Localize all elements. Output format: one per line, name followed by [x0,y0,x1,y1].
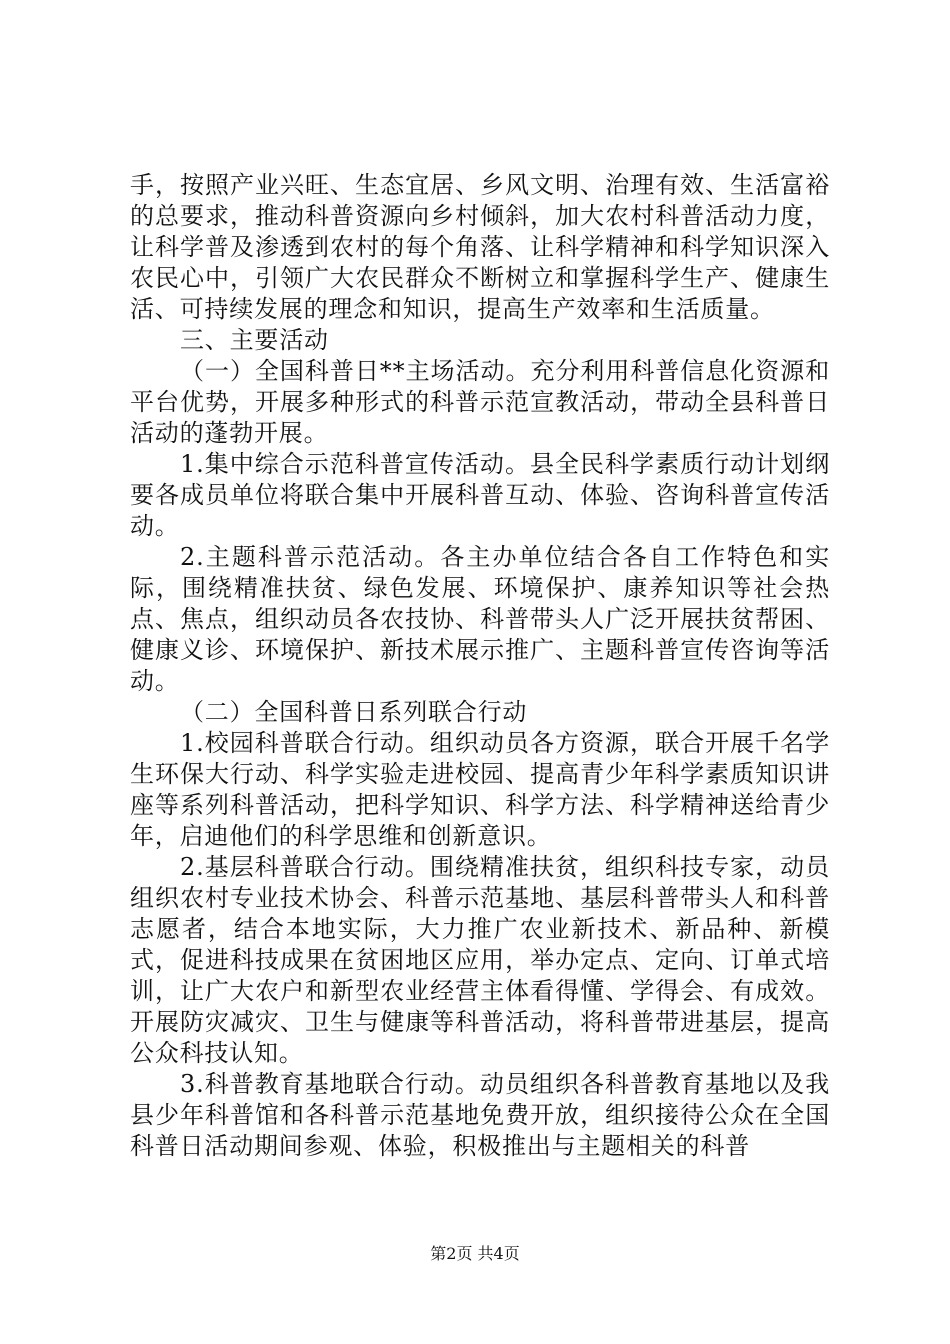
subsection-heading-2: （二）全国科普日系列联合行动 [180,698,528,726]
paragraph-item-2-2: 2.基层科普联合行动。围绕精准扶贫，组织科技专家，动员组织农村专业技术协会、科普示范基地、基层科普带头人和科普志愿者，结合本地实际，大力推广农业新技术、新品种、新模式，促进科技成果在贫困地区应用，举办定点、定向、订单式培训，让广大农户和新型农业经营主体看得懂、学得会、有成效。开展防灾减灾、卫生与健康等科普活动，将科普带进基层，提高公众科技认知。 [130,853,830,1067]
paragraph-item-1-2: 2.主题科普示范活动。各主办单位结合各自工作特色和实际，围绕精准扶贫、绿色发展、环境保护、康养知识等社会热点、焦点，组织动员各农技协、科普带头人广泛开展扶贫帮困、健康义诊、环境保护、新技术展示推广、主题科普宣传咨询等活动。 [130,543,830,695]
paragraph-item-2-1: 1.校园科普联合行动。组织动员各方资源，联合开展千名学生环保大行动、科学实验走进校园、提高青少年科学素质知识讲座等系列科普活动，把科学知识、科学方法、科学精神送给青少年，启迪他们的科学思维和创新意识。 [130,729,830,850]
paragraph-item-1-1: 1.集中综合示范科普宣传活动。县全民科学素质行动计划纲要各成员单位将联合集中开展科普互动、体验、咨询科普宣传活动。 [130,450,830,540]
paragraph-continuation: 手，按照产业兴旺、生态宜居、乡风文明、治理有效、生活富裕的总要求，推动科普资源向乡村倾斜，加大农村科普活动力度，让科学普及渗透到农村的每个角落、让科学精神和科学知识深入农民心中，引领广大农民群众不断树立和掌握科学生产、健康生活、可持续发展的理念和知识，提高生产效率和生活质量。 [130,171,830,323]
paragraph-item-2-3: 3.科普教育基地联合行动。动员组织各科普教育基地以及我县少年科普馆和各科普示范基地免费开放，组织接待公众在全国科普日活动期间参观、体验，积极推出与主题相关的科普 [130,1070,830,1160]
page-footer: 第2页 共4页 [430,1244,520,1263]
section-heading-main-activities: 三、主要活动 [180,326,329,354]
paragraph-subsection-1: （一）全国科普日**主场活动。充分利用科普信息化资源和平台优势，开展多种形式的科普示范宣教活动，带动全县科普日活动的蓬勃开展。 [130,357,830,447]
document-body [130,170,830,1162]
